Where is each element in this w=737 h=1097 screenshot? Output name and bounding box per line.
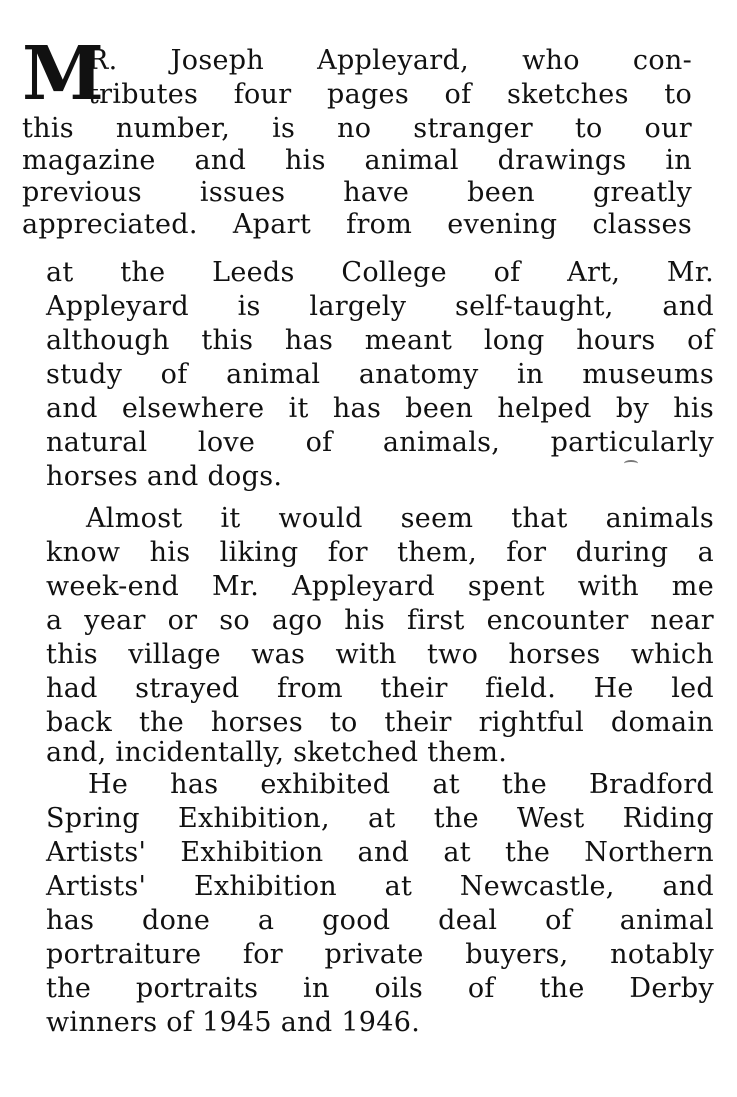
- article-line: Artists' Exhibition at Newcastle, and: [46, 871, 714, 902]
- article-line: appreciated. Apart from evening classes: [22, 209, 692, 240]
- article-line: this village was with two horses which: [46, 639, 714, 670]
- article-line: natural love of animals, particularly: [46, 427, 714, 458]
- article-line: Almost it would seem that animals: [86, 503, 714, 534]
- clipping-bottom: [0, 246, 737, 1046]
- article-line: R. Joseph Appleyard, who con-: [88, 45, 692, 76]
- clipping-top: [0, 30, 737, 245]
- article-line: Artists' Exhibition and at the Northern: [46, 837, 714, 868]
- article-line: Appleyard is largely self-taught, and: [46, 291, 714, 322]
- article-line: horses and dogs.: [46, 461, 283, 492]
- article-line: study of animal anatomy in museums: [46, 359, 714, 390]
- article-line: tributes four pages of sketches to: [88, 79, 692, 110]
- article-line: and elsewhere it has been helped by his: [46, 393, 714, 424]
- article-line: know his liking for them, for during a: [46, 537, 714, 568]
- article-line: Spring Exhibition, at the West Riding: [46, 803, 714, 834]
- drop-cap: M: [22, 31, 104, 117]
- article-line: magazine and his animal drawings in: [22, 145, 692, 176]
- article-line: and, incidentally, sketched them.: [46, 737, 508, 768]
- article-line: this number, is no stranger to our: [22, 113, 692, 144]
- article-line: a year or so ago his first encounter near: [46, 605, 714, 636]
- article-line: previous issues have been greatly: [22, 177, 692, 208]
- article-line: the portraits in oils of the Derby: [46, 973, 714, 1004]
- article-line: back the horses to their rightful domain: [46, 707, 714, 738]
- article-line: week-end Mr. Appleyard spent with me: [46, 571, 714, 602]
- article-line: at the Leeds College of Art, Mr.: [46, 257, 714, 288]
- print-smudge: [624, 460, 638, 467]
- article-line: winners of 1945 and 1946.: [46, 1007, 421, 1038]
- article-line: He has exhibited at the Bradford: [88, 769, 714, 800]
- article-line: portraiture for private buyers, notably: [46, 939, 714, 970]
- article-line: had strayed from their field. He led: [46, 673, 714, 704]
- article-line: although this has meant long hours of: [46, 325, 714, 356]
- article-line: has done a good deal of animal: [46, 905, 714, 936]
